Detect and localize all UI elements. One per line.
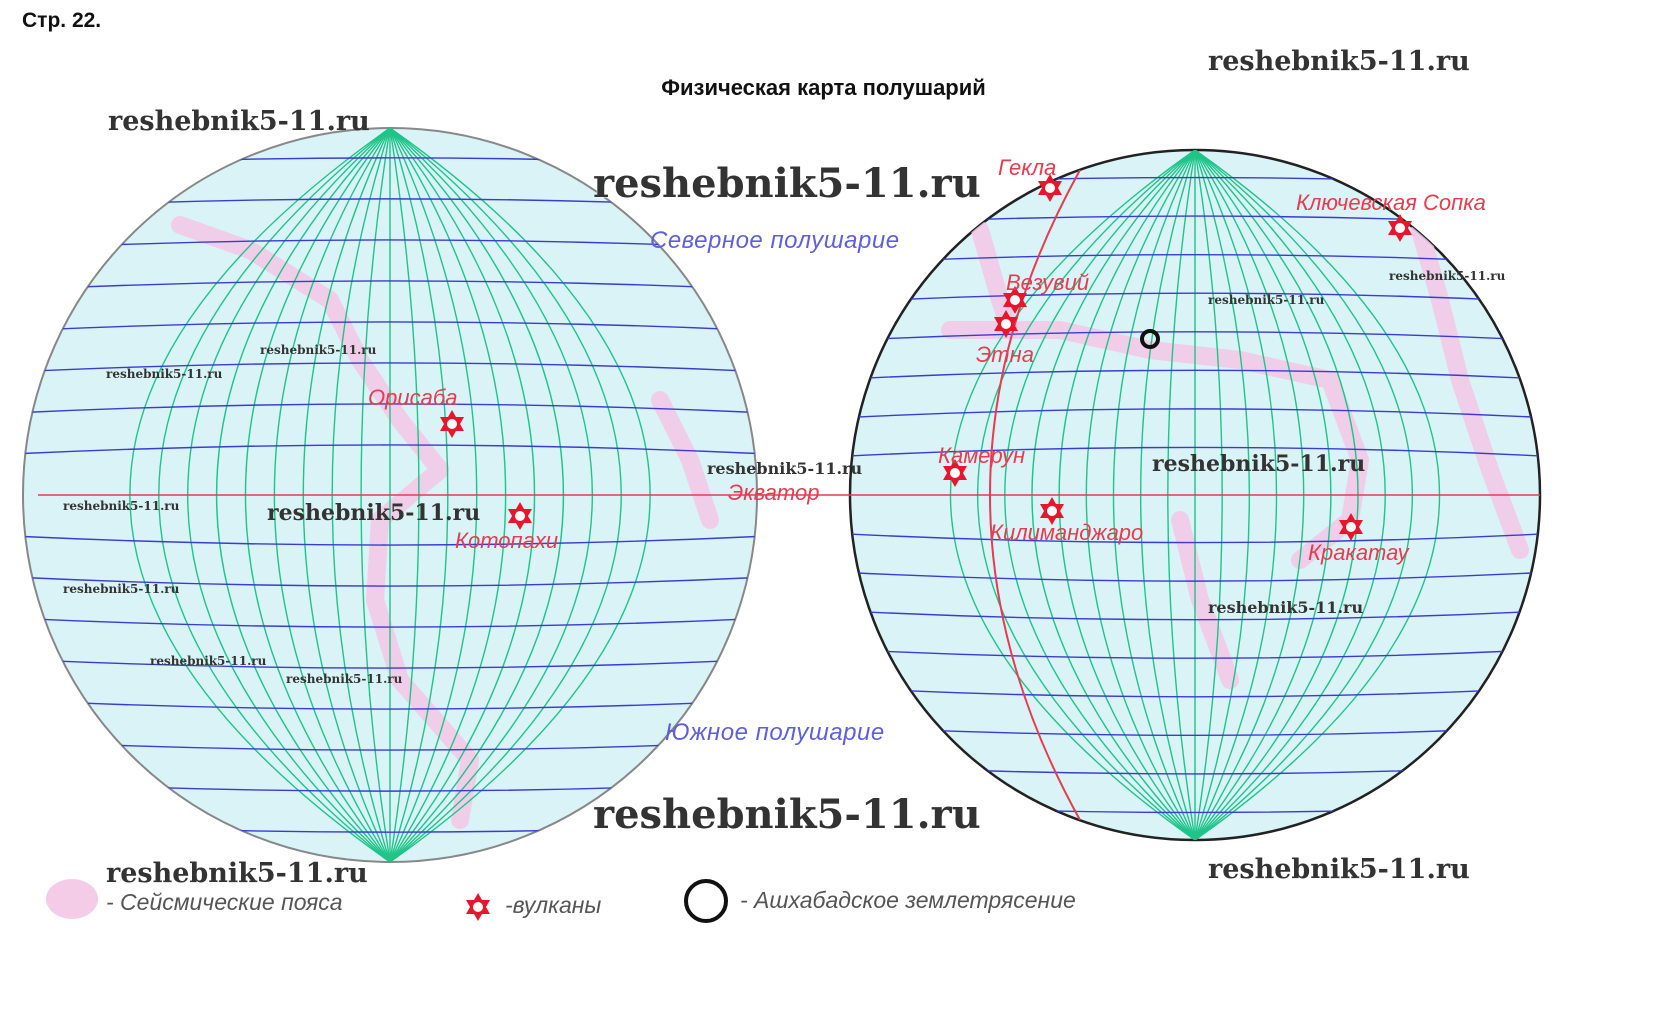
volcano-kilimanjaro-label: Килиманджаро (990, 520, 1144, 545)
volcano-vesuvius-label: Везувий (1006, 270, 1090, 295)
watermark: reshebnik5-11.ru (1152, 451, 1366, 477)
watermark: reshebnik5-11.ru (1208, 46, 1470, 77)
page-label: Стр. 22. (22, 9, 102, 32)
volcano-krakatau-label: Кракатау (1308, 540, 1409, 565)
volcano-cameroon-label: Камерун (938, 443, 1026, 468)
volcano-hekla-label: Гекла (998, 155, 1057, 180)
watermark: reshebnik5-11.ru (593, 160, 981, 207)
watermark: reshebnik5-11.ru (150, 654, 267, 668)
volcano-etna-label: Этна (976, 342, 1034, 367)
watermark: reshebnik5-11.ru (1208, 293, 1325, 307)
north-hemisphere-label: Северное полушарие (650, 227, 900, 254)
watermark: reshebnik5-11.ru (1389, 269, 1506, 283)
watermark: reshebnik5-11.ru (63, 499, 180, 513)
seismic-belt-swatch (46, 879, 98, 919)
watermark: reshebnik5-11.ru (106, 367, 223, 381)
legend-seismic-label: - Сейсмические пояса (106, 889, 343, 915)
legend-volcano-icon (466, 893, 490, 921)
equator-label: Экватор (728, 480, 820, 505)
legend-earthquake-label: - Ашхабадское землетрясение (740, 887, 1076, 913)
legend-earthquake-icon (686, 881, 726, 921)
watermark: reshebnik5-11.ru (1208, 854, 1470, 885)
legend-volcano-label: -вулканы (505, 892, 602, 918)
watermark: reshebnik5-11.ru (286, 672, 403, 686)
south-hemisphere-label: Южное полушарие (665, 719, 885, 746)
volcano-orizaba-label: Орисаба (368, 385, 458, 410)
watermark: reshebnik5-11.ru (1208, 598, 1364, 617)
watermark: reshebnik5-11.ru (593, 791, 981, 838)
volcano-klyuchevskaya-label: Ключевская Сопка (1296, 190, 1486, 215)
watermark: reshebnik5-11.ru (108, 106, 370, 137)
watermark: reshebnik5-11.ru (267, 500, 481, 526)
map-title: Физическая карта полушарий (661, 75, 986, 100)
watermark: reshebnik5-11.ru (63, 582, 180, 596)
watermark: reshebnik5-11.ru (106, 858, 368, 889)
watermark: reshebnik5-11.ru (260, 343, 377, 357)
volcano-cotopaxi-label: Котопахи (455, 528, 559, 553)
watermark: reshebnik5-11.ru (707, 459, 863, 478)
